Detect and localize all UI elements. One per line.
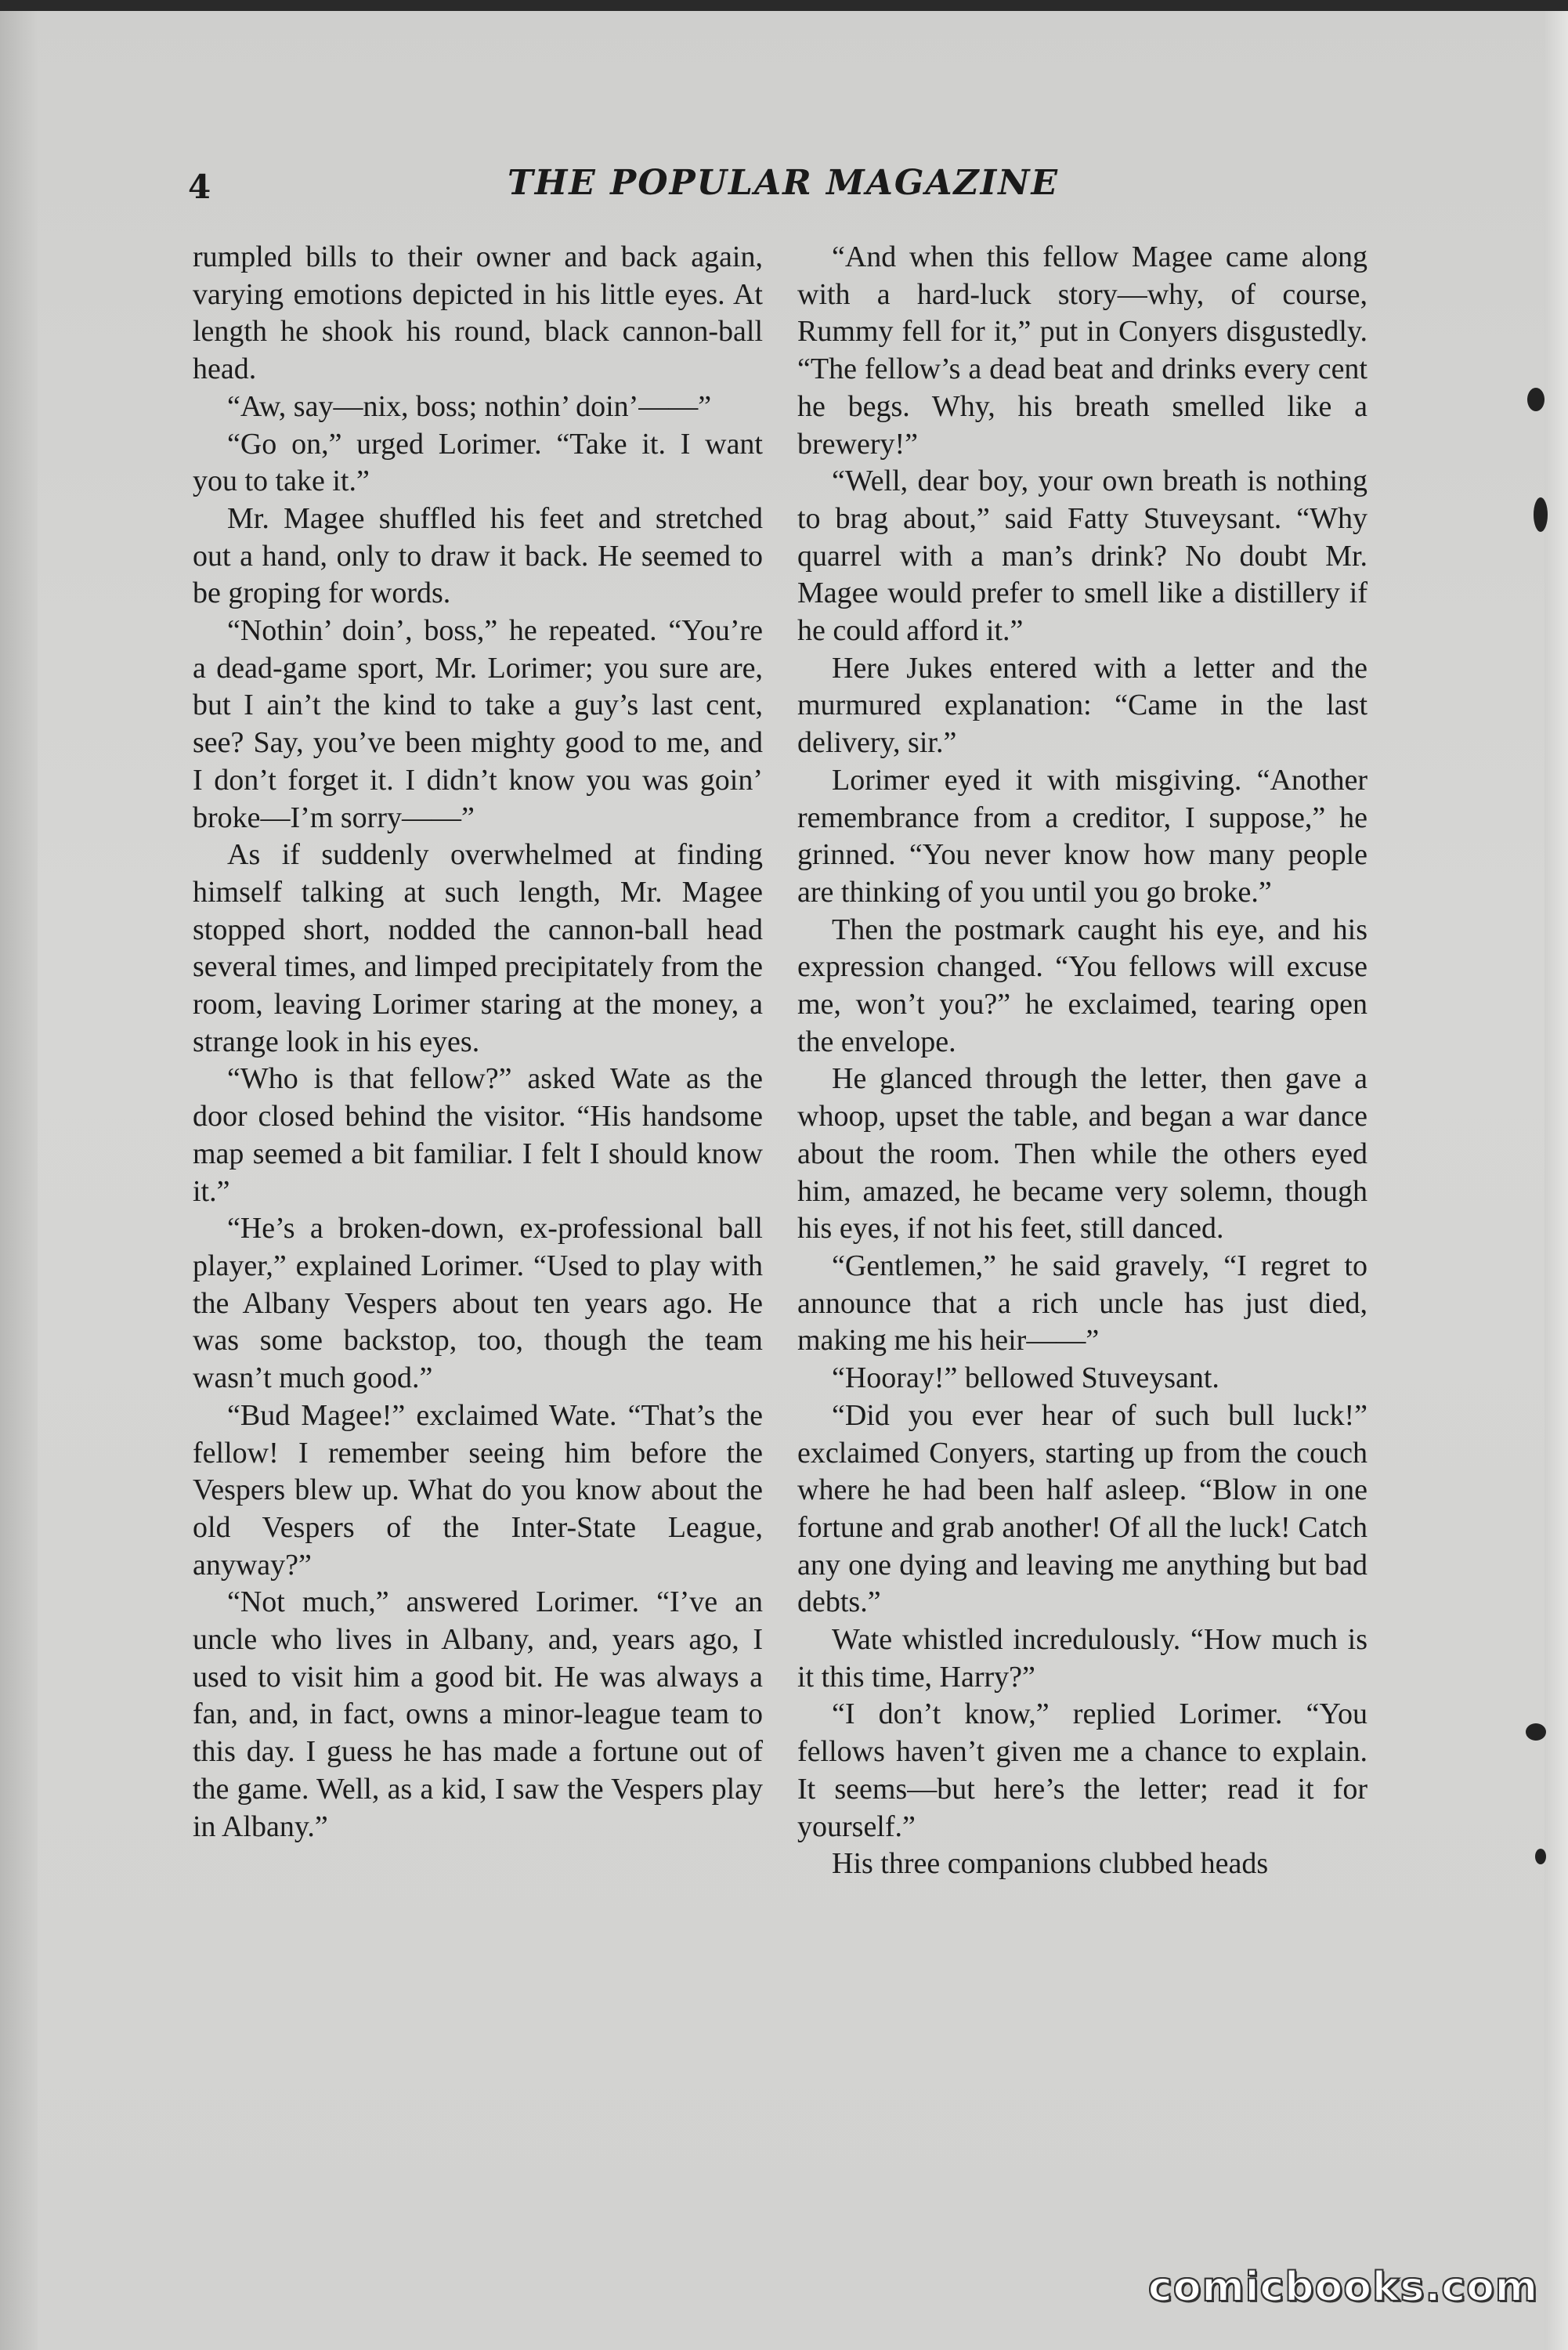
page-number: 4 bbox=[188, 168, 211, 206]
paragraph: He glanced through the letter, then gave a whoop, upset the table, and began a war dance about the room. Then while the others eyed him, amazed, he became very solemn, though his eyes, if not his feet, still danced. bbox=[797, 1062, 1367, 1246]
ink-smudge bbox=[1526, 1723, 1546, 1741]
paragraph: Then the postmark caught his eye, and his expression changed. “You fellows will excuse me, won’t you?” he exclaimed, tearing open the envelope. bbox=[797, 913, 1367, 1058]
paragraph: “Go on,” urged Lorimer. “Take it. I want you to take it.” bbox=[193, 427, 763, 498]
paragraph: “Gentlemen,” he said gravely, “I regret to announce that a rich uncle has just died, making me his heir——” bbox=[797, 1249, 1367, 1358]
paragraph: “Hooray!” bellowed Stuveysant. bbox=[832, 1361, 1219, 1395]
paragraph: “I don’t know,” replied Lorimer. “You fellows haven’t given me a chance to explain. It seems—but here’s the letter; read it for yourself.” bbox=[797, 1697, 1367, 1843]
paragraph: “Aw, say—nix, boss; nothin’ doin’——” bbox=[227, 389, 712, 423]
ink-smudge bbox=[1535, 1849, 1546, 1864]
ink-smudge bbox=[1534, 497, 1548, 532]
watermark-logo: comicbooks.com bbox=[1147, 2264, 1538, 2311]
page-top-border bbox=[0, 0, 1568, 11]
paragraph: “Bud Magee!” exclaimed Wate. “That’s the fellow! I remember seeing him before the Vespers blew up. What do you know about the old Vespers of the Inter-State League, anyway?” bbox=[193, 1398, 763, 1582]
ink-smudge bbox=[1527, 388, 1545, 411]
paragraph: rumpled bills to their owner and back again, varying emotions depicted in his little eyes. At length he shook his round, black cannon-ball head. bbox=[193, 240, 763, 386]
paragraph: Wate whistled incredulously. “How much is it this time, Harry?” bbox=[797, 1623, 1367, 1694]
paragraph: “He’s a broken-down, ex-professional ball player,” explained Lorimer. “Used to play with the Albany Vespers about ten years ago. He was some backstop, too, though the team wasn’t much good.” bbox=[193, 1212, 763, 1395]
paragraph: “And when this fellow Magee came along with a hard-luck story—why, of course, Rummy fell for it,” put in Conyers disgustedly. “The fellow’s a dead beat and drinks every cent he begs. Why, his breath smelled like a brewery!” bbox=[797, 240, 1367, 461]
page-right-edge bbox=[1545, 11, 1568, 2350]
paragraph: “Did you ever hear of such bull luck!” exclaimed Conyers, starting up from the couch where he had been half asleep. “Blow in one fortune and grab another! Of all the luck! Catch any one dying and leaving me anything but bad debts.” bbox=[797, 1398, 1367, 1619]
paragraph: Lorimer eyed it with misgiving. “Another remembrance from a creditor, I suppose,” he grinned. “You never know how many people are thinking of you until you go broke.” bbox=[797, 763, 1367, 909]
paragraph: Mr. Magee shuffled his feet and stretched out a hand, only to draw it back. He seemed to be groping for words. bbox=[193, 501, 763, 610]
paragraph: “Who is that fellow?” asked Wate as the door closed behind the visitor. “His handsome map seemed a bit familiar. I felt I should know it.” bbox=[193, 1062, 763, 1208]
page-left-edge bbox=[0, 11, 38, 2350]
magazine-title: THE POPULAR MAGAZINE bbox=[507, 163, 1060, 203]
paragraph: “Not much,” answered Lorimer. “I’ve an uncle who lives in Albany, and, years ago, I used to visit him a good bit. He was always a fan, and, in fact, owns a minor-league team to this day. I guess he has made a fortune out of the game. Well, as a kid, I saw the Vespers play in Albany.” bbox=[193, 1585, 763, 1843]
paragraph: His three companions clubbed heads bbox=[832, 1847, 1269, 1881]
paragraph: “Nothin’ doin’, boss,” he repeated. “You’re a dead-game sport, Mr. Lorimer; you sure are, but I ain’t the kind to take a guy’s last cent, see? Say, you’ve been mighty good to me, and I don’t forget it. I didn’t know you was goin’ broke—I’m sorry——” bbox=[193, 614, 763, 834]
page-header bbox=[188, 163, 1378, 218]
paragraph: As if suddenly overwhelmed at finding himself talking at such length, Mr. Magee stopped short, nodded the cannon-ball head several times, and limped precipitately from the room, leaving Lorimer staring at the money, a strange look in his eyes. bbox=[193, 838, 763, 1058]
paragraph: “Well, dear boy, your own breath is nothing to brag about,” said Fatty Stuveysant. “Why quarrel with a man’s drink? No doubt Mr. Magee would prefer to smell like a distillery if he could afford it.” bbox=[797, 465, 1367, 648]
left-text-column bbox=[193, 239, 763, 1846]
right-text-column bbox=[797, 239, 1367, 1883]
paragraph: Here Jukes entered with a letter and the murmured explanation: “Came in the last delivery, sir.” bbox=[797, 651, 1367, 760]
